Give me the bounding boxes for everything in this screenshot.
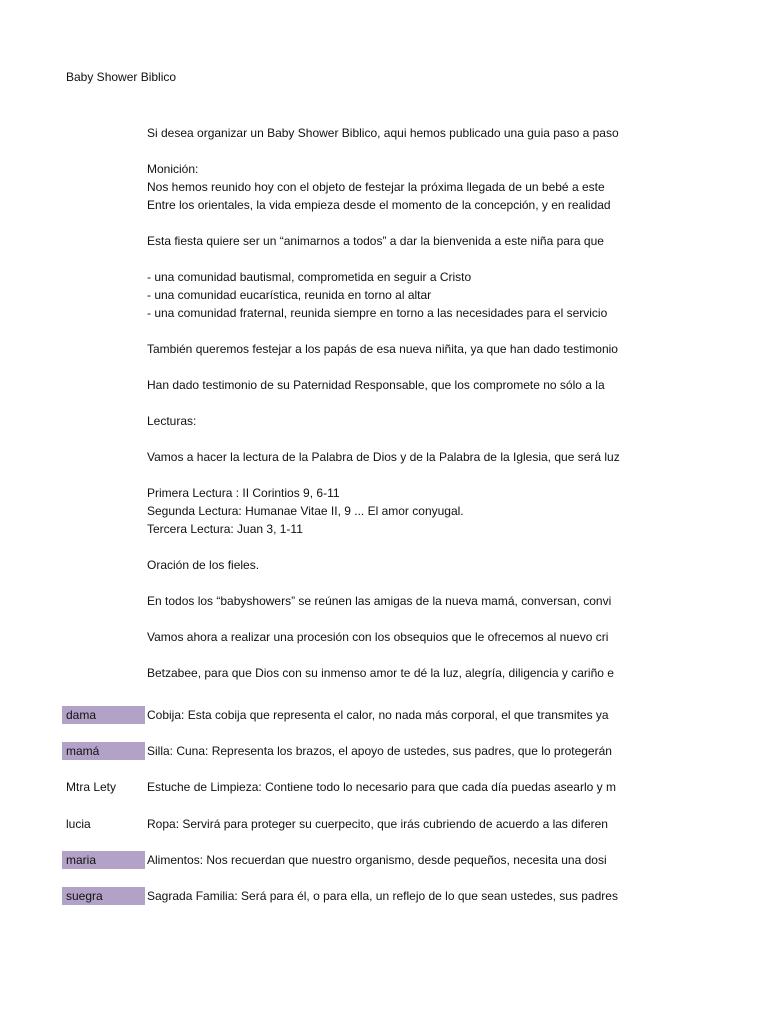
- offering-text: Cobija: Esta cobija que representa el calor, no nada más corporal, el que transmites ya: [147, 708, 609, 722]
- paragraph-spacer: [147, 610, 631, 628]
- paragraph-line: Betzabee, para que Dios con su inmenso amor te dé la luz, alegría, diligencia y cariño e: [147, 666, 614, 680]
- offering-row: [0, 815, 640, 833]
- role-name: lucia: [66, 816, 91, 831]
- offering-text: Sagrada Familia: Será para él, o para ella, un reflejo de lo que sean ustedes, sus padres: [147, 888, 618, 903]
- offerings-list: [0, 706, 640, 923]
- paragraph-line: Si desea organizar un Baby Shower Biblico, aqui hemos publicado una guia paso a paso: [147, 126, 619, 140]
- paragraph-line: Han dado testimonio de su Paternidad Responsable, que los compromete no sólo a la: [147, 378, 605, 392]
- paragraph-line: Nos hemos reunido hoy con el objeto de festejar la próxima llegada de un bebé a este: [147, 180, 605, 194]
- paragraph-spacer: [147, 358, 631, 376]
- paragraph-line: Vamos a hacer la lectura de la Palabra de Dios y de la Palabra de la Iglesia, que será luz: [147, 450, 620, 464]
- paragraph-spacer: [147, 250, 631, 268]
- paragraph-line: Segunda Lectura: Humanae Vitae II, 9 ... El amor conyugal.: [147, 504, 464, 518]
- role-name: mamá: [62, 742, 145, 760]
- paragraph-spacer: [147, 538, 631, 556]
- paragraph-spacer: [147, 214, 631, 232]
- paragraph-line: Esta fiesta quiere ser un “animarnos a todos” a dar la bienvenida a este niña para que: [147, 234, 604, 248]
- paragraph-spacer: [147, 646, 631, 664]
- paragraph-line: Lecturas:: [147, 414, 197, 428]
- document-body: [147, 124, 631, 682]
- paragraph-line: También queremos festejar a los papás de esa nueva niñita, ya que han dado testimonio: [147, 342, 618, 356]
- role-name: dama: [62, 706, 145, 724]
- offering-text: Estuche de Limpieza: Contiene todo lo necesario para que cada día puedas asearlo y m: [147, 780, 616, 795]
- offering-text: Ropa: Servirá para proteger su cuerpecito, que irás cubriendo de acuerdo a las diferen: [147, 816, 608, 831]
- role-name: maria: [62, 851, 145, 869]
- paragraph-line: Tercera Lectura: Juan 3, 1-11: [147, 522, 303, 536]
- paragraph-line: En todos los “babyshowers” se reúnen las amigas de la nueva mamá, conversan, convi: [147, 594, 612, 608]
- offering-text: Alimentos: Nos recuerdan que nuestro organismo, desde pequeños, necesita una dosi: [147, 852, 607, 867]
- offering-row: [0, 742, 640, 760]
- document-title: Baby Shower Biblico: [66, 70, 177, 84]
- paragraph-line: Vamos ahora a realizar una procesión con los obsequios que le ofrecemos al nuevo cri: [147, 630, 609, 644]
- offering-row: [0, 706, 640, 724]
- offering-row: [0, 887, 640, 905]
- paragraph-spacer: [147, 574, 631, 592]
- role-name: Mtra Lety: [66, 780, 117, 795]
- paragraph-line: - una comunidad fraternal, reunida siempre en torno a las necesidades para el servicio: [147, 306, 608, 320]
- paragraph-spacer: [147, 142, 631, 160]
- role-name: suegra: [62, 887, 145, 905]
- paragraph-line: Monición:: [147, 162, 199, 176]
- paragraph-spacer: [147, 394, 631, 412]
- paragraph-line: - una comunidad bautismal, comprometida en seguir a Cristo: [147, 270, 472, 284]
- paragraph-spacer: [147, 430, 631, 448]
- paragraph-line: - una comunidad eucarística, reunida en torno al altar: [147, 288, 432, 302]
- paragraph-spacer: [147, 466, 631, 484]
- offering-row: [0, 778, 640, 796]
- paragraph-line: Primera Lectura : II Corintios 9, 6-11: [147, 486, 340, 500]
- offering-row: [0, 851, 640, 869]
- offering-text: Silla: Cuna: Representa los brazos, el apoyo de ustedes, sus padres, que lo protegerán: [147, 744, 612, 759]
- paragraph-line: Oración de los fieles.: [147, 558, 260, 572]
- paragraph-spacer: [147, 322, 631, 340]
- paragraph-line: Entre los orientales, la vida empieza desde el momento de la concepción, y en realidad: [147, 198, 611, 212]
